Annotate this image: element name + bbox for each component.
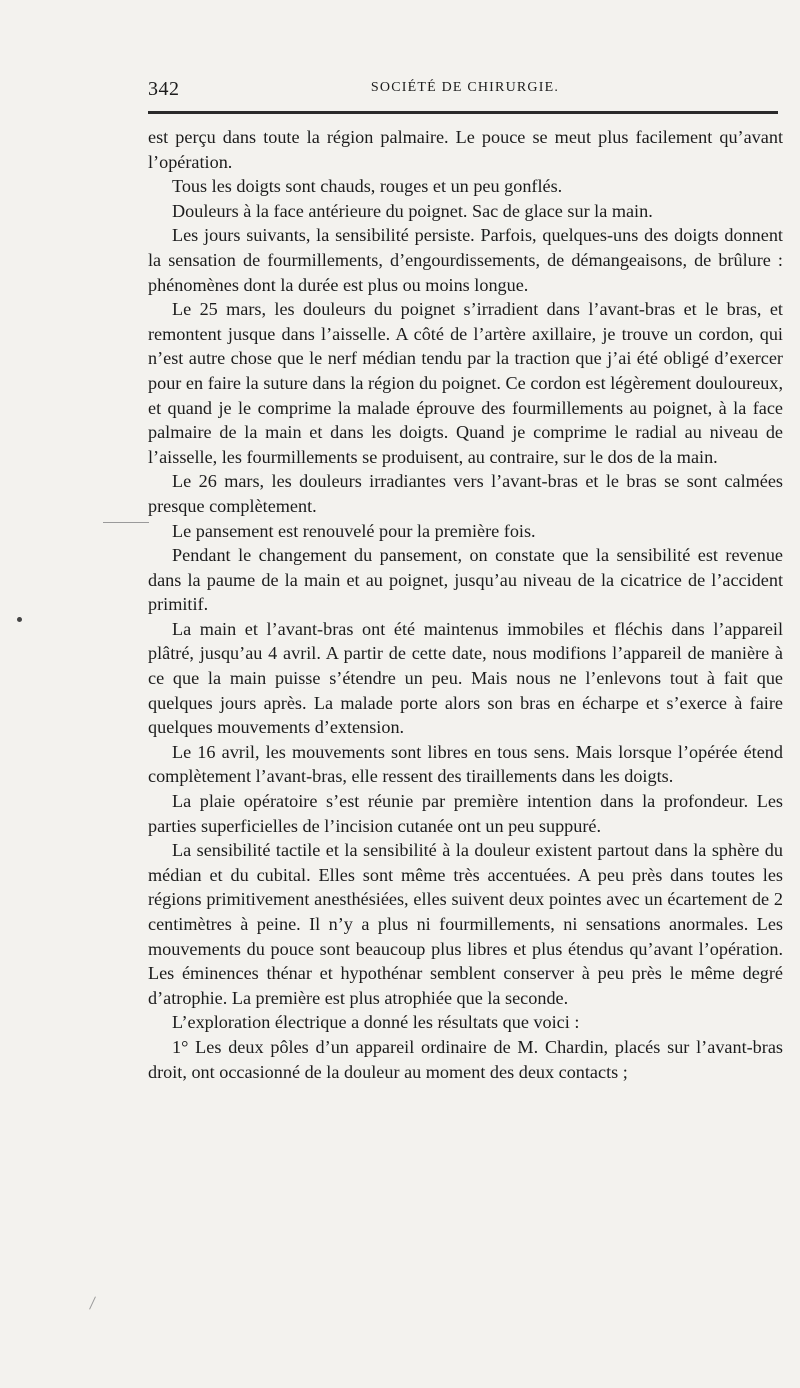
margin-tick [89,1296,96,1309]
margin-mark [103,522,149,523]
paragraph: Le 16 avril, les mouvements sont libres en tous sens. Mais lorsque l’opérée étend complètement l’avant-bras, elle ressent des tiraillements dans les doigts. [148,741,783,787]
paragraph: Le 26 mars, les douleurs irradiantes vers l’avant-bras et le bras se sont calmées presque complètement. [148,471,783,516]
running-head: SOCIÉTÉ DE CHIRURGIE. [370,80,560,95]
header-rule [148,111,778,114]
paragraph: Douleurs à la face antérieure du poignet. Sac de glace sur la main. [172,200,653,221]
paragraph: La plaie opératoire s’est réunie par première intention dans la profondeur. Les parties superficielles de l’incision cutanée ont un peu suppuré. [148,791,783,836]
body-text [148,125,783,1084]
page-number: 342 [148,78,180,100]
paragraph: L’exploration électrique a donné les résultats que voici : [172,1012,580,1033]
paragraph: est perçu dans toute la région palmaire. Le pouce se meut plus facilement qu’avant l’opération. [148,127,783,172]
paragraph: Les jours suivants, la sensibilité persiste. Parfois, quelques-uns des doigts donnent la sensation de fourmillements, d’engourdissements, de démangeaisons, de brûlure : phénomènes dont la durée est plus ou moins longue. [148,225,783,295]
paragraph: Le 25 mars, les douleurs du poignet s’irradient dans l’avant-bras et le bras, et remontent jusque dans l’aisselle. A côté de l’artère axillaire, je trouve un cordon, qui n’est autre chose que le nerf médian tendu par la traction que j’ai été obligé d’exercer pour en faire la suture dans la région du poignet. Ce cordon est légèrement douloureux, et quand je le comprime la malade éprouve des fourmillements au poignet, à la face palmaire de la main et dans les doigts. Quand je comprime le radial au niveau de l’aisselle, les fourmillements se produisent, au contraire, sur le dos de la main. [148,299,783,467]
paragraph: Pendant le changement du pansement, on constate que la sensibilité est revenue dans la paume de la main et au poignet, jusqu’au niveau de la cicatrice de l’accident primitif. [148,545,783,615]
paragraph: Le pansement est renouvelé pour la première fois. [172,520,536,541]
paragraph: La sensibilité tactile et la sensibilité à la douleur existent partout dans la sphère du médian et du cubital. Elles sont même très accentuées. A peu près dans toutes les régions primitivement anesthésiées, elles suivent deux pointes avec un écartement de 2 centimètres à peine. Il n’y a plus ni fourmillements, ni sensations anormales. Les mouvements du pouce sont beaucoup plus libres et plus étendus qu’avant l’opération. Les éminences thénar et hypothénar semblent conserver à peu près le même degré d’atrophie. La première est plus atrophiée que la seconde. [148,840,783,1008]
paragraph: La main et l’avant-bras ont été maintenus immobiles et fléchis dans l’appareil plâtré, jusqu’au 4 avril. A partir de cette date, nous modifions l’appareil de manière à ce que la main puisse s’étendre un peu. Mais nous ne l’enlevons tout à fait que quelques jours après. La malade porte alors son bras en écharpe et s’exerce à faire quelques mouvements d’extension. [148,618,783,738]
margin-dot [17,617,22,622]
paragraph: 1° Les deux pôles d’un appareil ordinaire de M. Chardin, placés sur l’avant-bras droit, ont occasionné de la douleur au moment des deux contacts ; [148,1036,783,1082]
page-header [148,72,782,102]
paragraph: Tous les doigts sont chauds, rouges et un peu gonflés. [172,176,563,197]
